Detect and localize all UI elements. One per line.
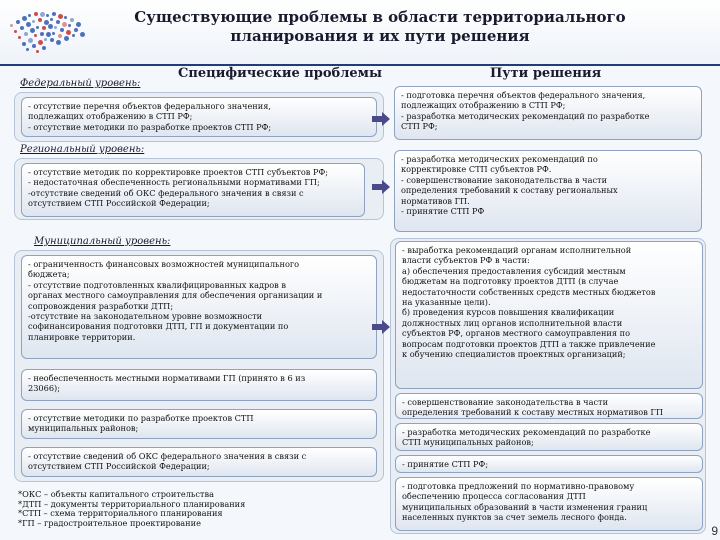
text-line: -отсутствие на законодательном уровне возможности: [28, 311, 263, 322]
text-line: бюджетам на подготовку проектов ДТП (в случае: [402, 276, 619, 287]
text-line: СТП муниципальных районов;: [402, 437, 534, 448]
logo-dot: [38, 40, 43, 45]
logo-dot: [46, 32, 51, 37]
logo-dot: [74, 28, 78, 32]
text-line: - отсутствие перечня объектов федерального значения,: [28, 101, 271, 111]
solutions-heading: Пути решения: [490, 66, 602, 81]
logo-dot: [46, 14, 49, 17]
logo-dot: [52, 32, 55, 35]
regional-problems-box: [21, 163, 365, 217]
logo-dot: [60, 28, 64, 32]
text-line: - отсутствие методики по разработке проектов СТП РФ;: [28, 121, 272, 132]
logo-dot: [34, 34, 37, 37]
text-line: - отсутствие методики по разработке проектов СТП: [28, 413, 254, 423]
text-line: - совершенствование законодательства в части: [402, 397, 609, 407]
logo-dot: [40, 12, 45, 17]
russia-map-logo: [6, 4, 86, 56]
text-line: бюджета;: [28, 269, 70, 280]
text-line: населенных пунктов за счет земель лесного фонда.: [402, 512, 627, 523]
text-line: органах местного самоуправления для обеспечения организации и: [28, 290, 323, 301]
logo-dot: [16, 20, 20, 24]
regional-problems-group: [14, 158, 384, 220]
logo-dot: [26, 48, 29, 51]
logo-dot: [36, 50, 39, 53]
header-band: [0, 0, 720, 66]
logo-dot: [14, 30, 17, 33]
text-line: б) проведения курсов повышения квалификации: [402, 307, 615, 318]
text-line: - отсутствие подготовленных квалифицированных кадров в: [28, 279, 286, 290]
text-line: - отсутствие сведений об ОКС федерального значения в связи с: [28, 451, 307, 461]
text-line: - подготовка перечня объектов федерального значения,: [401, 90, 646, 100]
arrow-icon: [372, 112, 390, 126]
logo-dot: [22, 42, 26, 46]
text-line: - совершенствование законодательства в части: [401, 174, 608, 185]
text-line: 23066);: [28, 383, 60, 394]
text-line: сопровождения разработки ДТП;: [28, 300, 174, 311]
logo-dot: [40, 32, 44, 36]
logo-dot: [56, 40, 61, 45]
text-line: определения требований к составу региональных: [401, 185, 618, 196]
municipal-solution-box-1: [395, 241, 703, 389]
text-line: - ограниченность финансовых возможностей муниципального: [28, 259, 300, 269]
text-line: СТП РФ;: [401, 121, 438, 132]
text-line: отсутствием СТП Российской Федерации;: [28, 198, 210, 209]
text-line: - принятие СТП РФ;: [402, 459, 489, 469]
page-number: 9: [711, 524, 718, 538]
text-line: а) обеспечения предоставления субсидий местным: [402, 265, 626, 276]
municipal-problem-box-3: [21, 409, 377, 439]
logo-dot: [18, 36, 21, 39]
text-line: недостаточности собственных средств местных бюджетов: [402, 286, 656, 297]
footnote-oks: *ОКС – объекты капитального строительства: [18, 489, 214, 499]
logo-dot: [58, 14, 63, 19]
text-line: - разработка методических рекомендаций по разработке: [401, 110, 650, 121]
regional-level-label: Региональный уровень:: [20, 144, 145, 155]
logo-dot: [32, 20, 35, 23]
text-line: -отсутствие сведений об ОКС федерального значения в связи с: [28, 187, 304, 198]
federal-problems-box: [21, 97, 377, 137]
text-line: отсутствием СТП Российской Федерации;: [28, 461, 210, 472]
text-line: муниципальных образований в части изменения границ: [402, 501, 648, 512]
text-line: обеспечению процесса согласования ДТП: [402, 491, 586, 502]
municipal-solution-box-2: [395, 393, 703, 419]
federal-problems-group: [14, 92, 384, 142]
logo-dot: [72, 34, 75, 37]
municipal-solution-box-3: [395, 423, 703, 451]
text-line: - выработка рекомендаций органам исполнительной: [402, 245, 632, 255]
arrow-icon: [372, 180, 390, 194]
logo-dot: [70, 18, 74, 22]
logo-dot: [44, 38, 47, 41]
arrow-icon: [372, 320, 390, 334]
logo-dot: [36, 26, 39, 29]
text-line: - принятие СТП РФ: [401, 206, 485, 217]
text-line: - отсутствие методик по корректировке проектов СТП субъектов РФ;: [28, 167, 329, 177]
municipal-problem-box-2: [21, 369, 377, 401]
text-line: вопросам подготовки проектов ДТП а также привлечение: [402, 338, 656, 349]
text-line: должностных лиц органов исполнительной власти: [402, 317, 623, 328]
municipal-solutions-group: [390, 238, 706, 534]
text-line: - необеспеченность местными нормативами ГП (принято в 6 из: [28, 373, 306, 383]
text-line: на указанные цели).: [402, 297, 491, 308]
text-line: нормативов ГП.: [401, 195, 470, 206]
municipal-level-label: Муниципальный уровень:: [34, 236, 171, 247]
logo-dot: [42, 26, 46, 30]
logo-dot: [68, 24, 71, 27]
text-line: субъектов РФ, органов местного самоуправления по: [402, 328, 631, 339]
logo-dot: [80, 32, 85, 37]
footnote-stp: *СТП – схема территориального планирования: [18, 508, 223, 519]
logo-dot: [54, 26, 57, 29]
text-line: - недостаточная обеспеченность региональными нормативами ГП;: [28, 177, 320, 188]
logo-dot: [28, 38, 33, 43]
footnote-dtp: *ДТП – документы территориального планирования: [18, 498, 246, 509]
footnotes: [18, 490, 245, 528]
logo-dot: [32, 44, 36, 48]
logo-dot: [66, 30, 71, 35]
logo-dot: [56, 20, 60, 24]
logo-dot: [42, 46, 46, 50]
text-line: к обучению специалистов проектных организаций;: [402, 349, 626, 360]
logo-dot: [26, 22, 31, 27]
logo-dot: [22, 16, 27, 21]
logo-dot: [48, 24, 53, 29]
logo-dot: [10, 24, 13, 27]
logo-dot: [58, 34, 62, 38]
text-line: - разработка методических рекомендаций по: [401, 154, 598, 164]
municipal-problem-box-4: [21, 447, 377, 477]
logo-dot: [76, 22, 81, 27]
page-title: [110, 8, 650, 46]
federal-solutions-box: [394, 86, 702, 140]
municipal-solution-box-4: [395, 455, 703, 473]
logo-dot: [20, 26, 24, 30]
text-line: власти субъектов РФ в части:: [402, 255, 530, 266]
logo-dot: [52, 12, 56, 16]
text-line: софинансирования подготовки ДТП, ГП и документации по: [28, 321, 289, 332]
text-line: подлежащих отображению в СТП РФ;: [401, 100, 566, 111]
logo-dot: [50, 38, 54, 42]
text-line: планировке территории.: [28, 331, 136, 342]
logo-dot: [24, 32, 28, 36]
municipal-solution-box-5: [395, 477, 703, 531]
logo-dot: [50, 18, 53, 21]
logo-dot: [38, 18, 42, 22]
logo-dot: [28, 14, 31, 17]
text-line: подлежащих отображению в СТП РФ;: [28, 111, 193, 122]
footnote-gp: *ГП – градостроительное проектирование: [18, 517, 201, 528]
text-line: - разработка методических рекомендаций по разработке: [402, 427, 651, 437]
title-line-2: планирования и их пути решения: [230, 27, 530, 45]
municipal-problems-group: [14, 250, 384, 482]
title-line-1: Существующие проблемы в области территориального: [134, 8, 626, 26]
text-line: определения требований к составу местных нормативов ГП: [402, 407, 663, 418]
federal-level-label: Федеральный уровень:: [20, 78, 141, 89]
logo-dot: [64, 16, 67, 19]
logo-dot: [64, 36, 69, 41]
logo-dot: [62, 22, 67, 27]
text-line: муниципальных районов;: [28, 423, 139, 434]
regional-solutions-box: [394, 150, 702, 232]
municipal-problem-box-1: [21, 255, 377, 359]
logo-dot: [34, 12, 38, 16]
problems-heading: Специфические проблемы: [178, 66, 382, 81]
logo-dot: [30, 28, 35, 33]
text-line: - подготовка предложений по нормативно-правовому: [402, 481, 635, 491]
text-line: корректировке СТП субъектов РФ.: [401, 164, 552, 175]
